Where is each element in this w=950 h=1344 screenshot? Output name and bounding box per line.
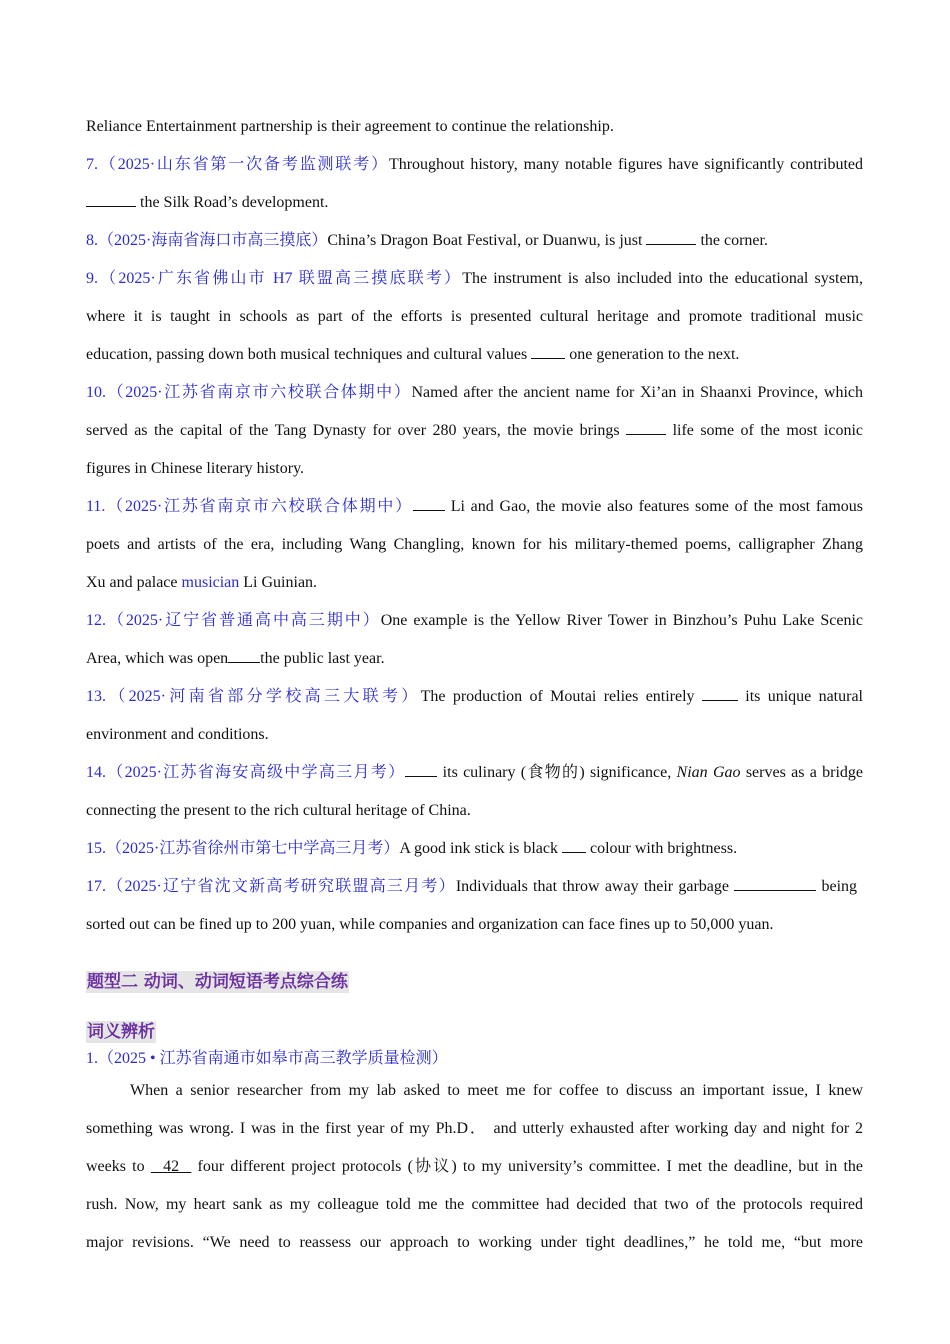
answer-blank[interactable] xyxy=(646,244,696,245)
question-number: 12. xyxy=(86,612,106,629)
question-number: 9. xyxy=(86,270,98,287)
question-9 xyxy=(86,260,863,298)
answer-blank[interactable] xyxy=(413,510,445,511)
question-text: where it is taught in schools as part of the efforts is presented cultural heritage and promote traditional music xyxy=(86,308,863,325)
question-12 xyxy=(86,602,863,640)
passage-line: major revisions. “We need to reassess our approach to working under tight deadlines,” he told me, “but more xyxy=(86,1234,863,1251)
answer-blank[interactable] xyxy=(562,852,586,853)
blank-number: 42 xyxy=(163,1158,180,1175)
question-number: 11. xyxy=(86,498,106,515)
section-title: 题型二 动词、动词短语考点综合练 xyxy=(87,972,348,992)
question-text: connecting the present to the rich cultural heritage of China. xyxy=(86,802,471,819)
question-number: 13. xyxy=(86,688,106,705)
question-source: （2025·江苏省南京市六校联合体期中） xyxy=(106,384,412,401)
question-source: （2025·辽宁省普通高中高三期中） xyxy=(106,612,381,629)
question-text: served as the capital of the Tang Dynasty for over 280 years, the movie brings xyxy=(86,422,620,439)
question-text: poets and artists of the era, including Wang Changling, known for his military-themed poems, calligrapher Zhang xyxy=(86,536,863,553)
passage-header xyxy=(86,1046,863,1072)
question-text: serves as a bridge xyxy=(745,764,863,781)
question-7 xyxy=(86,146,863,184)
answer-blank[interactable] xyxy=(405,776,437,777)
question-10 xyxy=(86,374,863,412)
question-text: its unique natural xyxy=(745,688,863,705)
question-text: environment and conditions. xyxy=(86,726,269,743)
question-number: 10. xyxy=(86,384,106,401)
question-13 xyxy=(86,678,863,716)
question-text: sorted out can be fined up to 200 yuan, while companies and organization can face fines up to 50,000 yuan. xyxy=(86,916,774,933)
question-text: education, passing down both musical techniques and cultural values xyxy=(86,346,528,363)
question-source: （2025·江苏省海安高级中学高三月考） xyxy=(106,764,406,781)
question-source: （2025·山东省第一次备考监测联考） xyxy=(98,156,389,173)
question-number: 14. xyxy=(86,764,106,781)
question-text: Individuals that throw away their garbage xyxy=(455,878,729,895)
document-page xyxy=(86,108,863,1262)
passage-line: weeks to xyxy=(86,1158,145,1175)
question-text: A good ink stick is black xyxy=(399,840,558,857)
question-text: The instrument is also included into the educational system, xyxy=(462,270,863,287)
answer-blank[interactable] xyxy=(531,358,565,359)
question-source: （2025·广东省佛山市 H7 联盟高三摸底联考） xyxy=(98,270,463,287)
intro-line: Reliance Entertainment partnership is their agreement to continue the relationship. xyxy=(86,118,614,135)
answer-blank[interactable] xyxy=(228,662,260,663)
question-text: The production of Moutai relies entirely xyxy=(420,688,695,705)
question-text: figures in Chinese literary history. xyxy=(86,460,305,477)
question-number: 8. xyxy=(86,232,98,249)
answer-blank[interactable] xyxy=(86,206,136,207)
question-source: （2025·河南省部分学校高三大联考） xyxy=(106,688,421,705)
question-number: 17. xyxy=(86,878,106,895)
question-text: one generation to the next. xyxy=(569,346,740,363)
question-14 xyxy=(86,754,863,792)
question-text: China’s Dragon Boat Festival, or Duanwu, is just xyxy=(327,232,643,249)
sub-title: 词义辨析 xyxy=(87,1022,155,1042)
answer-blank[interactable] xyxy=(151,1158,192,1175)
passage-line: When a senior researcher from my lab asked to meet me for coffee to discuss an important issue, I knew xyxy=(130,1082,863,1099)
question-text: Area, which was open xyxy=(86,650,229,667)
passage-line: rush. Now, my heart sank as my colleague told me the committee had decided that two of the protocols required xyxy=(86,1196,863,1213)
question-text: its culinary (食物的) significance, xyxy=(442,764,672,781)
question-source: （2025·江苏省南京市六校联合体期中） xyxy=(105,498,413,515)
question-source: （2025·江苏省徐州市第七中学高三月考） xyxy=(106,840,400,857)
question-text: being xyxy=(821,878,858,895)
question-text: One example is the Yellow River Tower in Binzhou’s Puhu Lake Scenic xyxy=(380,612,863,629)
passage-line: four different project protocols (协议) to my university’s committee. I met the deadline, but in the xyxy=(197,1158,863,1175)
answer-blank[interactable] xyxy=(702,700,738,701)
question-text: Named after the ancient name for Xi’an in Shaanxi Province, which xyxy=(411,384,863,401)
question-text: the Silk Road’s development. xyxy=(140,194,329,211)
question-text: Xu and palace xyxy=(86,574,178,591)
question-text: the public last year. xyxy=(260,650,385,667)
question-text: colour with brightness. xyxy=(590,840,738,857)
answer-blank[interactable] xyxy=(626,434,666,435)
question-source: （2025·海南省海口市高三摸底） xyxy=(98,232,328,249)
question-8 xyxy=(86,222,863,260)
question-number: 15. xyxy=(86,840,106,857)
question-text: Throughout history, many notable figures have significantly contributed xyxy=(388,156,863,173)
question-number: 7. xyxy=(86,156,98,173)
emphasis-text: Nian Gao xyxy=(676,764,741,781)
answer-blank[interactable] xyxy=(734,890,816,891)
question-source: （2025 • 江苏省南通市如皋市高三教学质量检测） xyxy=(98,1050,448,1067)
question-11 xyxy=(86,488,863,526)
question-text: life some of the most iconic xyxy=(672,422,864,439)
musician-link[interactable]: musician xyxy=(181,574,240,591)
question-number: 1. xyxy=(86,1050,98,1067)
question-text: the corner. xyxy=(700,232,768,249)
question-text: Li and Gao, the movie also features some of the most famous xyxy=(450,498,863,515)
passage-line: something was wrong. I was in the first year of my Ph.D． and utterly exhausted after working day and night for 2 xyxy=(86,1120,864,1137)
question-15 xyxy=(86,830,863,868)
question-17 xyxy=(86,868,857,906)
question-text: Li Guinian. xyxy=(243,574,318,591)
question-source: （2025·辽宁省沈文新高考研究联盟高三月考） xyxy=(106,878,456,895)
